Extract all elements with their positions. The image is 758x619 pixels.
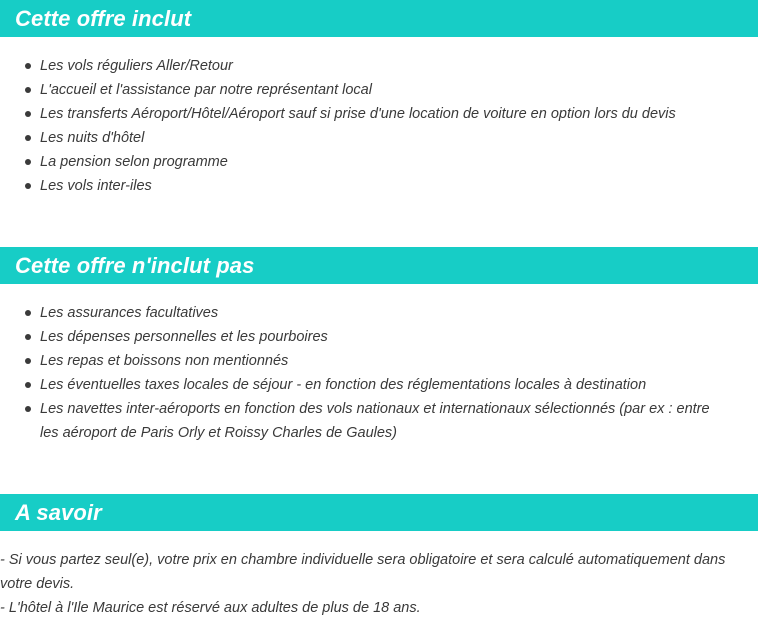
excluded-section-title: Cette offre n'inclut pas: [15, 252, 255, 278]
list-item: Les nuits d'hôtel: [0, 126, 758, 150]
info-section-body: [0, 548, 752, 619]
info-section-title: A savoir: [15, 499, 102, 525]
excluded-section-header: [0, 247, 758, 284]
list-item: La pension selon programme: [0, 150, 758, 174]
list-item: Les navettes inter-aéroports en fonction des vols nationaux et internationaux sélectionnés (par ex : entre les aéroport de Paris Orly et Roissy Charles de Gaules): [0, 397, 758, 445]
list-item: Les dépenses personnelles et les pourboires: [0, 325, 758, 349]
list-item: Les transferts Aéroport/Hôtel/Aéroport sauf si prise d'une location de voiture en option lors du devis: [0, 102, 758, 126]
excluded-list: [0, 301, 758, 445]
included-section-title: Cette offre inclut: [15, 5, 192, 31]
info-line: - L'hôtel à l'Ile Maurice est réservé aux adultes de plus de 18 ans.: [0, 600, 421, 616]
included-list: [0, 54, 758, 198]
info-section-header: [0, 494, 758, 531]
list-item: Les vols réguliers Aller/Retour: [0, 54, 758, 78]
info-line: - Si vous partez seul(e), votre prix en chambre individuelle sera obligatoire et sera calculé automatiquement dans votre devis.: [0, 552, 726, 592]
list-item: Les vols inter-iles: [0, 174, 758, 198]
list-item: Les assurances facultatives: [0, 301, 758, 325]
list-item: Les éventuelles taxes locales de séjour - en fonction des réglementations locales à destination: [0, 373, 758, 397]
list-item: Les repas et boissons non mentionnés: [0, 349, 758, 373]
included-section-header: [0, 0, 758, 37]
list-item: L'accueil et l'assistance par notre représentant local: [0, 78, 758, 102]
